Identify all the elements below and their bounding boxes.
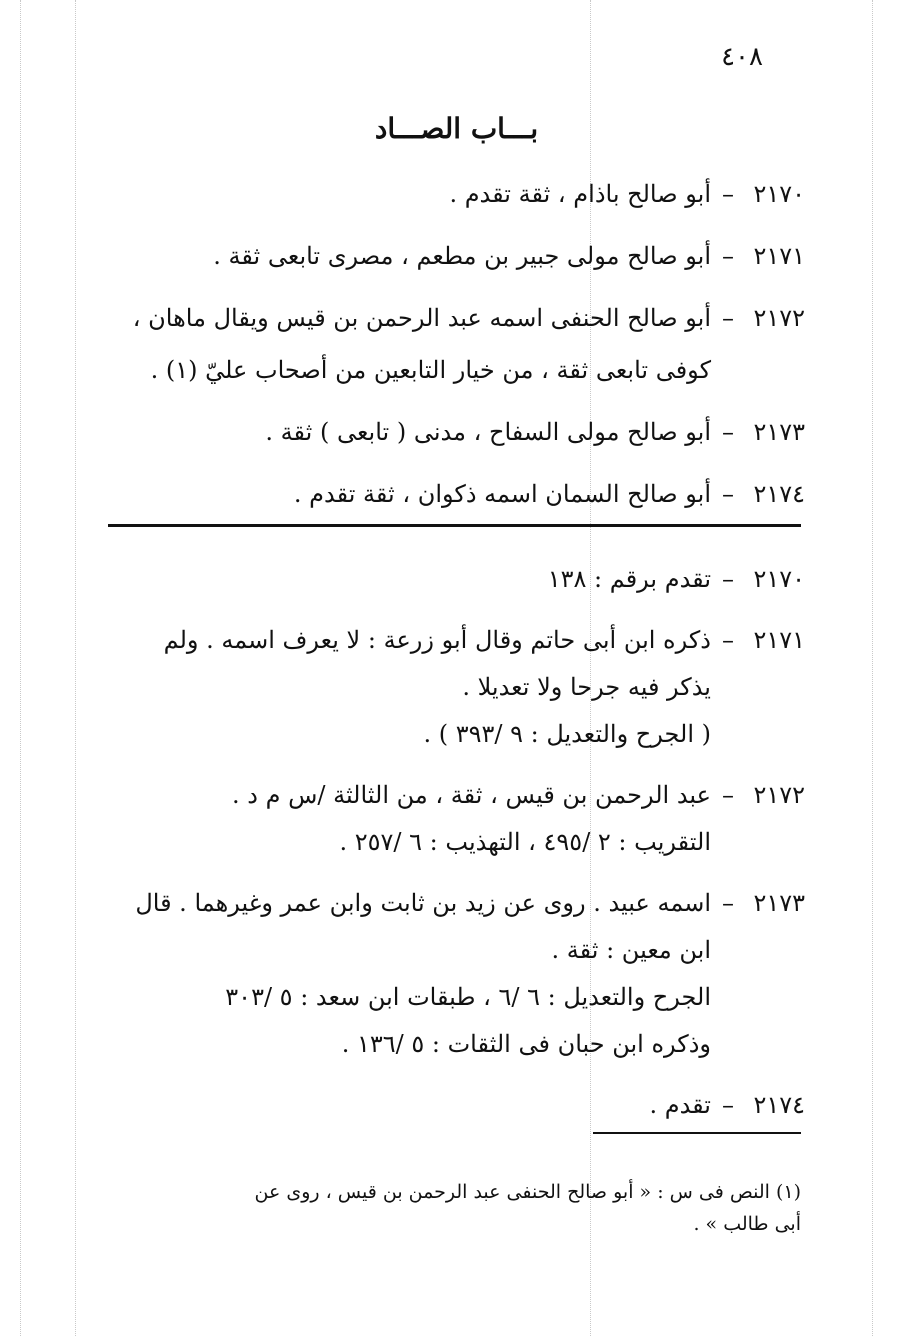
note-item (115, 1082, 805, 1129)
note-dash: – (722, 1091, 734, 1119)
note-text (115, 556, 711, 603)
note-number: ٢١٧٠ (753, 565, 805, 593)
note-line: ( الجرح والتعديل : ٩ /٣٩٣ ) . (423, 720, 711, 748)
entry-line: أبو صالح الحنفى اسمه عبد الرحمن بن قيس ويقال ماهان ، (132, 304, 711, 332)
section-title: بـــاب الصـــاد (374, 112, 539, 145)
note-number: ٢١٧٣ (753, 889, 805, 917)
note-line: اسمه عبيد . روى عن زيد بن ثابت وابن عمر وغيرهما . قال (135, 889, 711, 917)
note-line: تقدم برقم : ١٣٨ (547, 565, 711, 593)
note-dash: – (722, 889, 734, 917)
note-line: وذكره ابن حبان فى الثقات : ٥ /١٣٦ . (341, 1030, 711, 1058)
entry-number: ٢١٧٠ (753, 180, 805, 208)
entry-number: ٢١٧٤ (753, 480, 805, 508)
entry-dash: – (722, 180, 734, 208)
footnote-line: (١) النص فى س : « أبو صالح الحنفى عبد الرحمن بن قيس ، روى عن (254, 1181, 801, 1203)
entry-text (115, 406, 711, 458)
footnote-divider (593, 1132, 801, 1134)
entry-dash: – (722, 480, 734, 508)
page-number: ٤٠٨ (721, 42, 763, 72)
entry-item (115, 468, 805, 520)
note-item (115, 617, 805, 758)
scan-guide-line (872, 0, 873, 1336)
entry-item (115, 292, 805, 396)
note-line: عبد الرحمن بن قيس ، ثقة ، من الثالثة /س م د . (232, 781, 711, 809)
entry-item (115, 406, 805, 458)
note-item (115, 880, 805, 1068)
note-number: ٢١٧١ (753, 626, 805, 654)
scan-guide-line (75, 0, 76, 1336)
entry-item (115, 168, 805, 220)
note-text (115, 772, 711, 866)
section-divider (108, 524, 801, 527)
entry-line: أبو صالح السمان اسمه ذكوان ، ثقة تقدم . (293, 480, 711, 508)
entry-line: أبو صالح مولى جبير بن مطعم ، مصرى تابعى ثقة . (213, 242, 711, 270)
footnote (111, 1176, 801, 1240)
entries-list (115, 168, 805, 530)
note-item (115, 556, 805, 603)
scan-guide-line (20, 0, 21, 1336)
note-text (115, 1082, 711, 1129)
entry-text (115, 468, 711, 520)
note-text (115, 617, 711, 758)
entry-dash: – (722, 418, 734, 446)
entry-text (115, 292, 711, 396)
entry-line: أبو صالح مولى السفاح ، مدنى ( تابعى ) ثقة . (265, 418, 711, 446)
note-item (115, 772, 805, 866)
note-line: ابن معين : ثقة . (551, 936, 711, 964)
note-dash: – (722, 781, 734, 809)
footnote-line: أبى طالب » . (693, 1213, 801, 1235)
entry-number: ٢١٧١ (753, 242, 805, 270)
note-line: تقدم . (649, 1091, 711, 1119)
entry-text (115, 168, 711, 220)
note-line: ذكره ابن أبى حاتم وقال أبو زرعة : لا يعرف اسمه . ولم (163, 626, 711, 654)
note-number: ٢١٧٢ (753, 781, 805, 809)
note-line: التقريب : ٢ /٤٩٥ ، التهذيب : ٦ /٢٥٧ . (339, 828, 711, 856)
entry-dash: – (722, 242, 734, 270)
entry-item (115, 230, 805, 282)
entry-text (115, 230, 711, 282)
notes-list (115, 556, 805, 1143)
note-dash: – (722, 565, 734, 593)
note-line: الجرح والتعديل : ٦ /٦ ، طبقات ابن سعد : ٥ /٣٠٣ (225, 983, 711, 1011)
entry-dash: – (722, 304, 734, 332)
entry-line: كوفى تابعى ثقة ، من خيار التابعين من أصحاب عليّ (١) . (150, 356, 711, 384)
note-text (115, 880, 711, 1068)
note-number: ٢١٧٤ (753, 1091, 805, 1119)
note-dash: – (722, 626, 734, 654)
entry-number: ٢١٧٣ (753, 418, 805, 446)
note-line: يذكر فيه جرحا ولا تعديلا . (462, 673, 711, 701)
entry-number: ٢١٧٢ (753, 304, 805, 332)
entry-line: أبو صالح باذام ، ثقة تقدم . (449, 180, 711, 208)
